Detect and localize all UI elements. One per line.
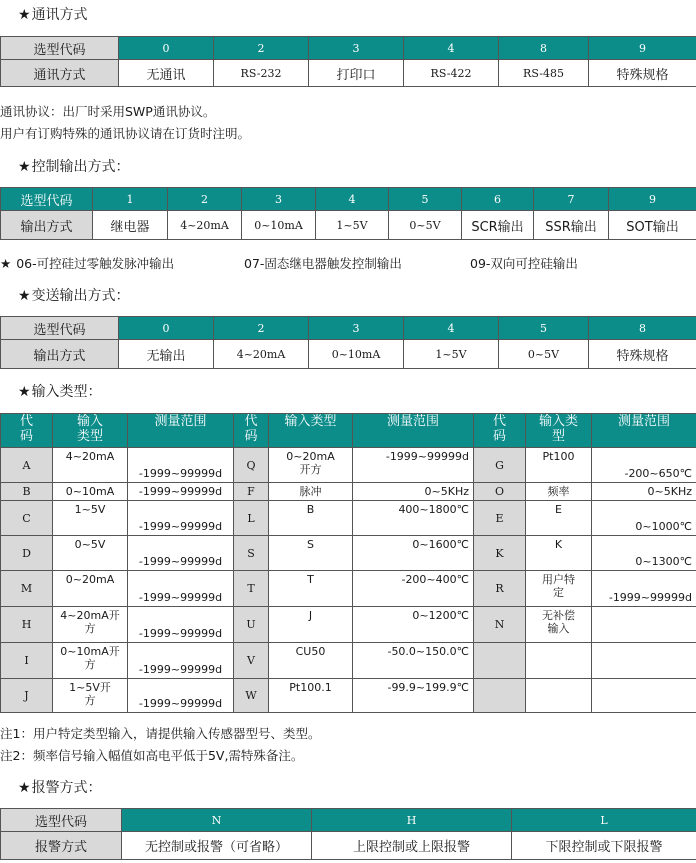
input-type-cell: 0~20mA 开方 (269, 448, 353, 483)
ctrl-code: 6 (462, 188, 534, 211)
input-type-cell: 0~20mA (53, 571, 128, 607)
input-code-cell: A (1, 448, 53, 483)
comm-code: 0 (119, 37, 214, 60)
input-range-cell: 0~5KHz (353, 483, 474, 501)
ctrl-code: 7 (534, 188, 609, 211)
input-code-cell: J (1, 679, 53, 713)
input-type-cell: CU50 (269, 643, 353, 679)
trans-section-title (18, 287, 130, 305)
alarm-section-title (18, 779, 102, 797)
input-code-cell (474, 643, 526, 679)
comm-code-row (1, 37, 696, 60)
input-code-cell: H (1, 607, 53, 643)
input-range-cell: -50.0~150.0℃ (353, 643, 474, 679)
comm-table (0, 36, 696, 87)
star-icon: ★ (18, 7, 31, 23)
input-range-cell: -200~400℃ (353, 571, 474, 607)
input-header-range: 测量范围 (592, 414, 696, 448)
ctrl-value: SCR输出 (462, 211, 534, 240)
comm-title-text: 通讯方式 (31, 7, 88, 23)
trans-code: 2 (214, 317, 309, 340)
input-range-cell: -99.9~199.9℃ (353, 679, 474, 713)
input-range-cell: -1999~99999d (128, 607, 234, 643)
input-range-cell: 0~1000℃ (592, 501, 696, 536)
ctrl-code: 5 (389, 188, 462, 211)
input-range-cell (592, 607, 696, 643)
ctrl-extra-07: 07-固态继电器触发控制输出 (244, 256, 402, 271)
alarm-code: H (312, 809, 512, 832)
input-header-range: 测量范围 (128, 414, 234, 448)
input-range-cell: -200~650℃ (592, 448, 696, 483)
alarm-code-label: 选型代码 (1, 809, 122, 832)
trans-code-row (1, 317, 696, 340)
input-code-cell: T (234, 571, 269, 607)
trans-value: 1~5V (404, 340, 499, 369)
star-icon: ★ (0, 256, 12, 271)
input-type-cell: T (269, 571, 353, 607)
input-header-code: 代 码 (474, 414, 526, 448)
input-row (1, 607, 696, 643)
input-type-cell: B (269, 501, 353, 536)
input-table (0, 413, 696, 713)
comm-row-label: 通讯方式 (1, 60, 119, 87)
input-range-cell: -1999~99999d (128, 501, 234, 536)
input-type-cell: J (269, 607, 353, 643)
input-code-cell: N (474, 607, 526, 643)
star-icon: ★ (18, 159, 31, 175)
comm-code: 3 (309, 37, 404, 60)
alarm-value-row (1, 832, 696, 860)
input-row (1, 643, 696, 679)
ctrl-extra-06: 06-可控硅过零触发脉冲输出 (16, 256, 175, 271)
trans-row-label: 输出方式 (1, 340, 119, 369)
input-type-cell: 0~5V (53, 536, 128, 571)
ctrl-title-text: 控制输出方式： (31, 159, 130, 175)
input-type-cell: 0~10mA (53, 483, 128, 501)
comm-value: 打印口 (309, 60, 404, 87)
input-code-cell: L (234, 501, 269, 536)
input-row (1, 501, 696, 536)
input-type-cell: S (269, 536, 353, 571)
input-range-cell: 0~1600℃ (353, 536, 474, 571)
alarm-title-text: 报警方式： (31, 780, 102, 796)
ctrl-value: 1~5V (316, 211, 389, 240)
comm-value-row (1, 60, 696, 87)
input-range-cell: -1999~99999d (128, 448, 234, 483)
input-row (1, 448, 696, 483)
trans-code: 4 (404, 317, 499, 340)
input-code-cell: R (474, 571, 526, 607)
star-icon: ★ (18, 780, 31, 796)
ctrl-value-row (1, 211, 696, 240)
ctrl-value: SSR输出 (534, 211, 609, 240)
input-code-cell: O (474, 483, 526, 501)
input-type-cell: 1~5V开 方 (53, 679, 128, 713)
comm-code: 2 (214, 37, 309, 60)
input-type-cell: 0~10mA开 方 (53, 643, 128, 679)
input-type-cell: 脉冲 (269, 483, 353, 501)
alarm-value: 无控制或报警（可省略） (122, 832, 312, 860)
comm-note-1: 通讯协议：出厂时采用SWP通讯协议。 (0, 104, 216, 119)
trans-table (0, 316, 696, 369)
ctrl-value: 继电器 (93, 211, 168, 240)
ctrl-value: 0~10mA (242, 211, 316, 240)
input-code-cell: W (234, 679, 269, 713)
input-code-cell: E (474, 501, 526, 536)
input-code-cell: I (1, 643, 53, 679)
ctrl-code-row (1, 188, 696, 211)
ctrl-section-title (18, 158, 130, 176)
ctrl-code: 9 (609, 188, 696, 211)
alarm-code: N (122, 809, 312, 832)
comm-value: RS-232 (214, 60, 309, 87)
input-type-cell (526, 679, 592, 713)
ctrl-extra-09: 09-双向可控硅输出 (470, 256, 578, 271)
input-header-type: 输入 类型 (53, 414, 128, 448)
input-row (1, 483, 696, 501)
trans-code-label: 选型代码 (1, 317, 119, 340)
input-header-type: 输入类 型 (526, 414, 592, 448)
comm-value: 无通讯 (119, 60, 214, 87)
input-range-cell: -1999~99999d (128, 679, 234, 713)
trans-title-text: 变送输出方式： (31, 288, 130, 304)
input-code-cell (474, 679, 526, 713)
input-code-cell: M (1, 571, 53, 607)
alarm-code: L (512, 809, 696, 832)
trans-value-row (1, 340, 696, 369)
input-code-cell: B (1, 483, 53, 501)
trans-value: 无输出 (119, 340, 214, 369)
input-range-cell (592, 643, 696, 679)
input-type-cell: Pt100 (526, 448, 592, 483)
ctrl-code: 3 (242, 188, 316, 211)
input-code-cell: K (474, 536, 526, 571)
alarm-table (0, 808, 696, 860)
input-header-code: 代 码 (234, 414, 269, 448)
comm-code: 9 (589, 37, 696, 60)
input-range-cell: -1999~99999d (128, 571, 234, 607)
input-type-cell: 4~20mA (53, 448, 128, 483)
alarm-row-label: 报警方式 (1, 832, 122, 860)
input-code-cell: V (234, 643, 269, 679)
star-icon: ★ (18, 384, 31, 400)
input-code-cell: C (1, 501, 53, 536)
input-range-cell: 0~1300℃ (592, 536, 696, 571)
input-code-cell: S (234, 536, 269, 571)
input-range-cell: -1999~99999d (128, 643, 234, 679)
star-icon: ★ (18, 288, 31, 304)
input-row (1, 536, 696, 571)
input-type-cell: K (526, 536, 592, 571)
ctrl-value: SOT输出 (609, 211, 696, 240)
alarm-value: 下限控制或下限报警 (512, 832, 696, 860)
trans-code: 3 (309, 317, 404, 340)
input-range-cell: -1999~99999d (353, 448, 474, 483)
input-range-cell (592, 679, 696, 713)
input-range-cell: 0~1200℃ (353, 607, 474, 643)
comm-section-title (18, 6, 88, 24)
input-header-range: 测量范围 (353, 414, 474, 448)
input-note-2: 注2：频率信号输入幅值如高电平低于5V,需特殊备注。 (0, 748, 304, 763)
ctrl-value: 4~20mA (168, 211, 242, 240)
input-type-cell: 频率 (526, 483, 592, 501)
ctrl-code: 1 (93, 188, 168, 211)
comm-value: RS-422 (404, 60, 499, 87)
input-row (1, 571, 696, 607)
input-code-cell: U (234, 607, 269, 643)
alarm-code-row (1, 809, 696, 832)
input-type-cell: E (526, 501, 592, 536)
input-code-cell: Q (234, 448, 269, 483)
trans-value: 0~5V (499, 340, 589, 369)
input-range-cell: 0~5KHz (592, 483, 696, 501)
input-type-cell: 4~20mA开 方 (53, 607, 128, 643)
trans-code: 8 (589, 317, 696, 340)
input-range-cell: 400~1800℃ (353, 501, 474, 536)
ctrl-table (0, 187, 696, 240)
comm-code-label: 选型代码 (1, 37, 119, 60)
ctrl-code-label: 选型代码 (1, 188, 93, 211)
ctrl-value: 0~5V (389, 211, 462, 240)
input-type-cell: Pt100.1 (269, 679, 353, 713)
comm-code: 4 (404, 37, 499, 60)
input-header-row (1, 414, 696, 448)
comm-note-2: 用户有订购特殊的通讯协议请在订货时注明。 (0, 126, 251, 141)
input-range-cell: -1999~99999d (128, 483, 234, 501)
input-code-cell: G (474, 448, 526, 483)
trans-value: 0~10mA (309, 340, 404, 369)
input-section-title (18, 383, 102, 401)
ctrl-code: 4 (316, 188, 389, 211)
input-range-cell: -1999~99999d (592, 571, 696, 607)
ctrl-code: 2 (168, 188, 242, 211)
input-type-cell: 1~5V (53, 501, 128, 536)
input-code-cell: F (234, 483, 269, 501)
trans-code: 5 (499, 317, 589, 340)
comm-value: 特殊规格 (589, 60, 696, 87)
input-type-cell (526, 643, 592, 679)
trans-value: 4~20mA (214, 340, 309, 369)
input-header-code: 代 码 (1, 414, 53, 448)
input-code-cell: D (1, 536, 53, 571)
input-note-1: 注1：用户特定类型输入，请提供输入传感器型号、类型。 (0, 726, 321, 741)
trans-value: 特殊规格 (589, 340, 696, 369)
input-table-body (1, 448, 696, 713)
comm-value: RS-485 (499, 60, 589, 87)
input-row (1, 679, 696, 713)
input-type-cell: 无补偿 输入 (526, 607, 592, 643)
trans-code: 0 (119, 317, 214, 340)
input-title-text: 输入类型： (31, 384, 102, 400)
ctrl-extra-line (0, 256, 174, 272)
ctrl-row-label: 输出方式 (1, 211, 93, 240)
input-header-type: 输入类型 (269, 414, 353, 448)
input-range-cell: -1999~99999d (128, 536, 234, 571)
alarm-value: 上限控制或上限报警 (312, 832, 512, 860)
input-type-cell: 用户特 定 (526, 571, 592, 607)
comm-code: 8 (499, 37, 589, 60)
